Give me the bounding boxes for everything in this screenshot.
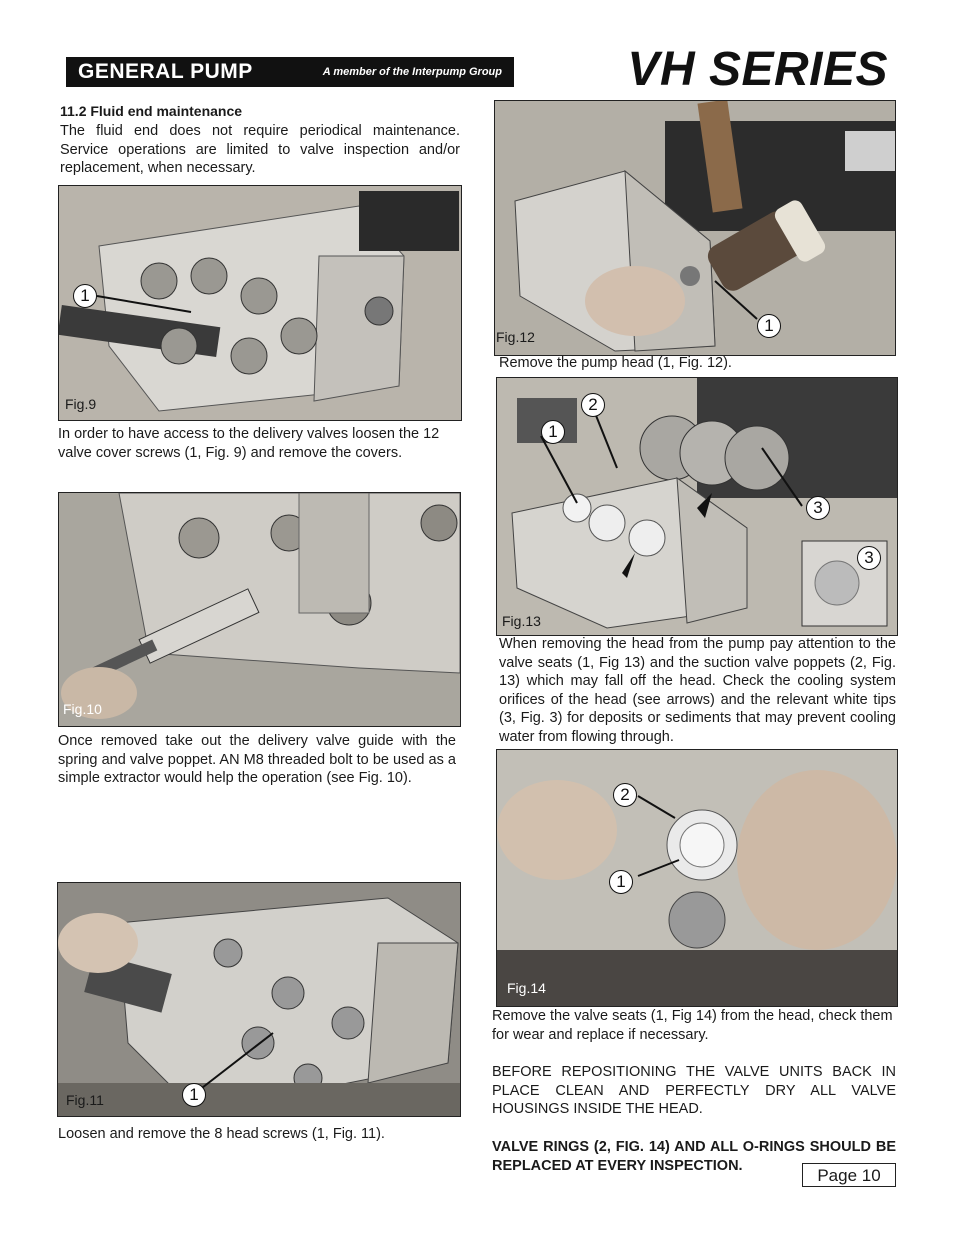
fig12-label: Fig.12	[496, 329, 535, 345]
fig12-photo	[494, 100, 896, 356]
fig12-caption: Remove the pump head (1, Fig. 12).	[499, 355, 732, 371]
fig13-label: Fig.13	[502, 613, 541, 629]
brand-name: GENERAL PUMP	[78, 60, 253, 83]
rings-note: VALVE RINGS (2, FIG. 14) AND ALL O-RINGS SHOULD BE REPLACED AT EVERY INSPECTION.	[492, 1139, 896, 1174]
fig11-label: Fig.11	[66, 1092, 104, 1108]
section-title: 11.2 Fluid end maintenance	[60, 103, 243, 119]
fig14-illustration	[497, 750, 897, 1006]
brand-bar	[66, 57, 514, 87]
fig13-callout-2: 2	[581, 393, 605, 417]
fig11-photo	[57, 882, 461, 1117]
fig14-photo	[496, 749, 898, 1007]
fig13-callout-3: 3	[806, 496, 830, 520]
fig12-illustration	[495, 101, 895, 355]
section-intro: The fluid end does not require periodical maintenance. Service operations are limited to valve inspection and/or replacement, when necessary.	[60, 123, 460, 177]
fig9-photo	[58, 185, 462, 421]
clean-note: BEFORE REPOSITIONING THE VALVE UNITS BACK IN PLACE CLEAN AND PERFECTLY DRY ALL VALVE HOUSINGS INSIDE THE HEAD.	[492, 1064, 896, 1118]
fig11-illustration	[58, 883, 460, 1116]
fig13-caption: When removing the head from the pump pay attention to the valve seats (1, Fig 13) and the suction valve poppets (2, Fig. 13) which may fall off the head. Check the cooling system orifices of the head (see arrows) and the relevant white tips (3, Fig. 3) for deposits or sediments that may prevent cooling water from flowing through.	[499, 636, 896, 745]
fig9-callout: 1	[73, 284, 97, 308]
fig10-label: Fig.10	[63, 701, 102, 717]
fig9-label: Fig.9	[65, 396, 97, 412]
fig12-callout: 1	[757, 314, 781, 338]
fig11-caption: Loosen and remove the 8 head screws (1, Fig. 11).	[58, 1126, 385, 1142]
fig9-illustration	[59, 186, 461, 420]
fig11-callout: 1	[182, 1083, 206, 1107]
fig14-caption: Remove the valve seats (1, Fig 14) from the head, check them for wear and replace if necessary.	[492, 1008, 893, 1043]
fig13-callout-1: 1	[541, 420, 565, 444]
fig13-photo	[496, 377, 898, 636]
fig13-callout-3-detail: 3	[857, 546, 881, 570]
fig13-illustration	[497, 378, 897, 635]
fig9-caption: In order to have access to the delivery valves loosen the 12 valve cover screws (1, Fig. 9) and remove the covers.	[58, 426, 440, 461]
fig10-illustration	[59, 493, 460, 726]
fig10-caption: Once removed take out the delivery valve guide with the spring and valve poppet. AN M8 threaded bolt to be used as a simple extractor would help the operation (see Fig. 10).	[58, 733, 456, 787]
fig14-label: Fig.14	[507, 980, 546, 996]
brand-tagline: A member of the Interpump Group	[322, 66, 502, 78]
fig10-photo	[58, 492, 461, 727]
fig14-callout-2: 2	[613, 783, 637, 807]
series-title: VH SERIES	[627, 43, 888, 96]
fig14-callout-1: 1	[609, 870, 633, 894]
page-number: Page 10	[802, 1163, 896, 1187]
